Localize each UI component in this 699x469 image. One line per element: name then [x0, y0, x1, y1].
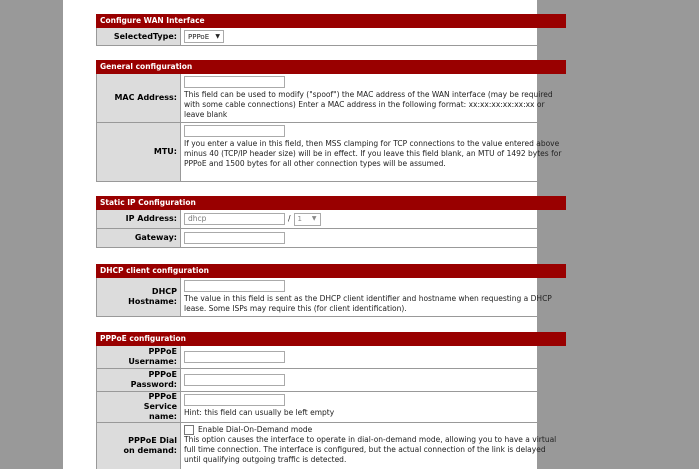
selected-type-select[interactable]	[184, 30, 224, 43]
mac-row	[96, 74, 566, 123]
mtu-label: MTU:	[96, 123, 181, 181]
pppoe-service-label: PPPoE Service name:	[96, 392, 181, 422]
mtu-input[interactable]	[184, 125, 285, 137]
gateway-label: Gateway:	[96, 229, 181, 247]
page-content	[63, 0, 562, 469]
pppoe-username-input[interactable]	[184, 351, 285, 363]
dhcp-hostname-label: DHCP Hostname:	[96, 278, 181, 316]
selected-type-label: SelectedType:	[96, 28, 181, 45]
dhcp-hostname-row	[96, 278, 566, 317]
wan-section	[96, 14, 566, 46]
mac-label: MAC Address:	[96, 74, 181, 122]
subnet-select[interactable]	[294, 213, 321, 226]
gateway-row	[96, 229, 566, 248]
mtu-row	[96, 123, 566, 182]
ip-address-input[interactable]: dhcp	[184, 213, 285, 225]
selected-type-row	[96, 28, 566, 46]
pppoe-username-row	[96, 346, 566, 369]
wan-section-header: Configure WAN Interface	[96, 14, 566, 28]
static-ip-section-header: Static IP Configuration	[96, 196, 566, 210]
pppoe-password-label: PPPoE Password:	[96, 369, 181, 391]
dhcp-section-header: DHCP client configuration	[96, 264, 566, 278]
pppoe-password-row	[96, 369, 566, 392]
general-section	[96, 60, 566, 182]
pppoe-service-input[interactable]	[184, 394, 285, 406]
pppoe-service-row	[96, 392, 566, 423]
pppoe-section	[96, 332, 566, 469]
ip-address-row	[96, 210, 566, 229]
pppoe-service-hint: Hint: this field can usually be left empty	[184, 408, 335, 417]
subnet-separator: /	[288, 214, 291, 223]
mac-help-text: This field can be used to modify ("spoof") the MAC address of the WAN interface (may be required with some cable connections) Enter a MAC address in the following format: xx:xx:xx:xx:xx:xx or leave blank	[184, 90, 553, 119]
dhcp-hostname-input[interactable]	[184, 280, 285, 292]
chevron-down-icon: ▼	[311, 215, 317, 222]
dhcp-hostname-help: The value in this field is sent as the DHCP client identifier and hostname when requesting a DHCP lease. Some ISPs may require this (for client identification).	[184, 294, 552, 313]
chevron-down-icon: ▼	[215, 32, 220, 40]
pppoe-dial-label: PPPoE Dial on demand:	[96, 423, 181, 469]
dial-on-demand-checkbox-label: Enable Dial-On-Demand mode	[198, 425, 313, 434]
static-ip-section	[96, 196, 566, 248]
pppoe-password-input[interactable]	[184, 374, 285, 386]
pppoe-section-header: PPPoE configuration	[96, 332, 566, 346]
dhcp-section	[96, 264, 566, 317]
pppoe-username-label: PPPoE Username:	[96, 346, 181, 368]
pppoe-dial-row	[96, 423, 566, 469]
ip-address-label: IP Address:	[96, 210, 181, 228]
dial-on-demand-help: This option causes the interface to operate in dial-on-demand mode, allowing you to have a virtual full time connection. The interface is configured, but the actual connection of the link is delayed until qualifying outgoing traffic is detected.	[184, 435, 557, 464]
subnet-value: 1	[297, 215, 302, 223]
selected-type-value: PPPoE	[188, 32, 210, 41]
mtu-help-text: If you enter a value in this field, then MSS clamping for TCP connections to the value entered above minus 40 (TCP/IP header size) will be in effect. If you leave this field blank, an MTU of 1492 bytes for PPPoE and 1500 bytes for all other connection types will be assumed.	[184, 139, 562, 168]
general-section-header: General configuration	[96, 60, 566, 74]
dial-on-demand-checkbox[interactable]	[184, 425, 194, 435]
mac-address-input[interactable]	[184, 76, 285, 88]
gateway-input[interactable]	[184, 232, 285, 244]
